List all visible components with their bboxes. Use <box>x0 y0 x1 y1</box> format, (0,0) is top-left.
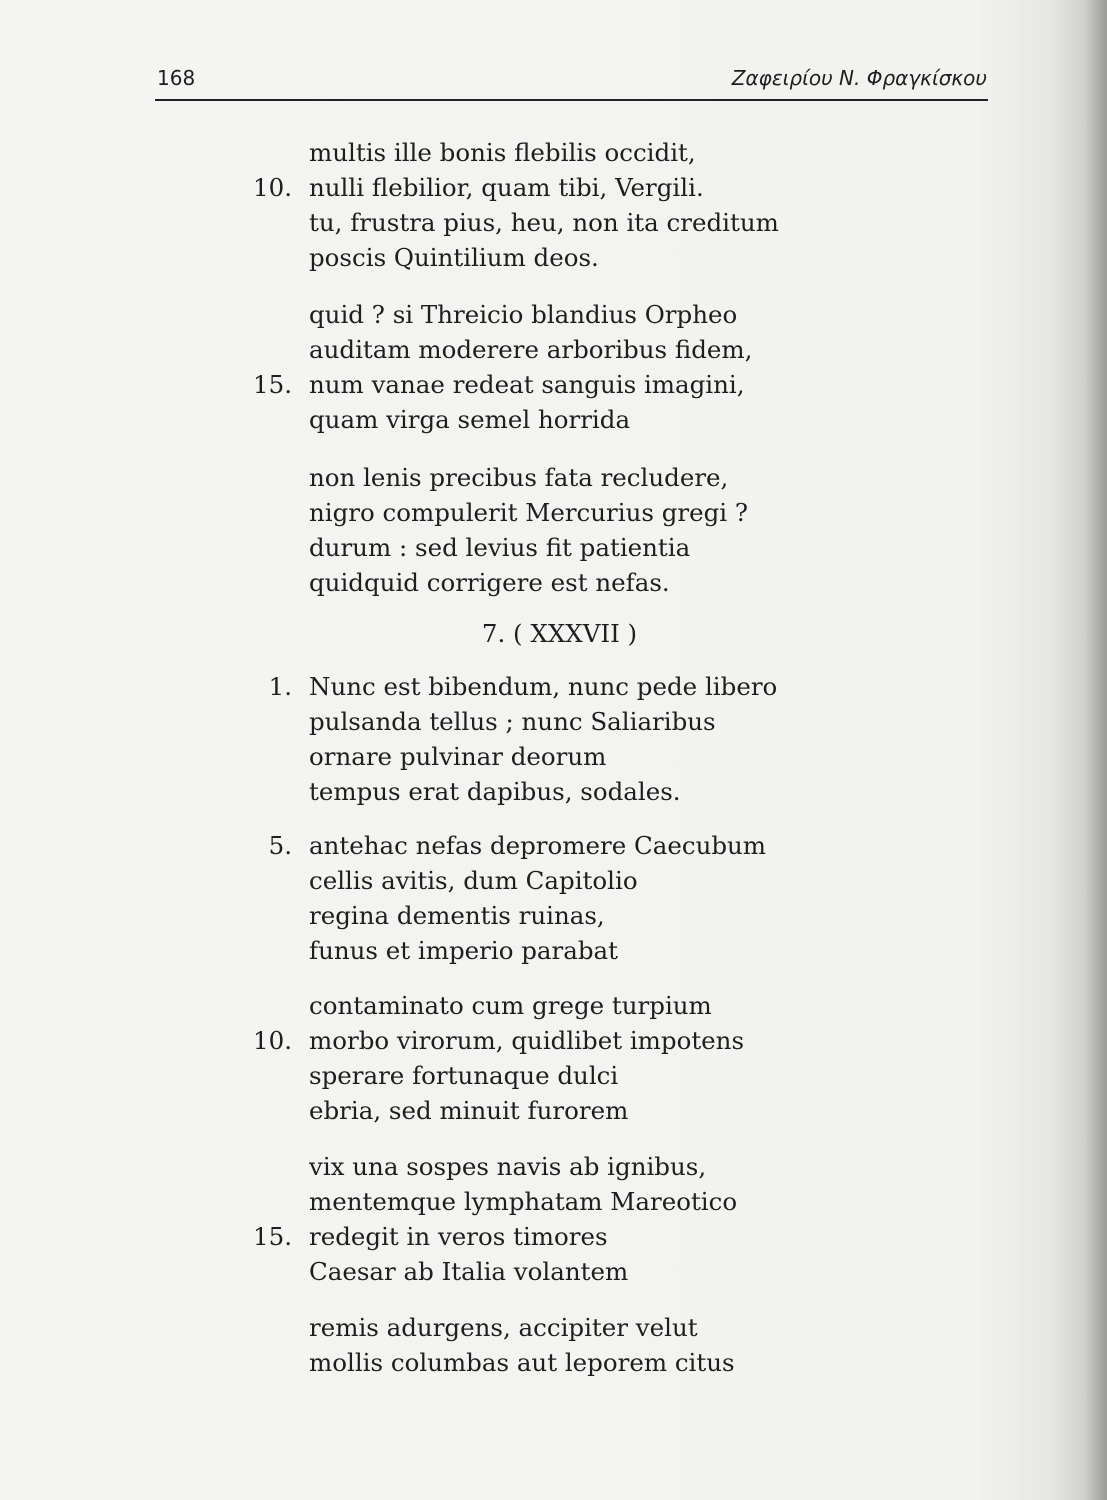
verse-line <box>0 670 1107 704</box>
verse-line <box>0 775 1107 809</box>
verse-line <box>0 461 1107 495</box>
verse-text: contaminato cum grege turpium <box>309 991 712 1020</box>
page-number: 168 <box>157 66 196 90</box>
verse-text: morbo virorum, quidlibet impotens <box>309 1026 745 1055</box>
verse-text: quam virga semel horrida <box>309 405 631 434</box>
running-head: Ζαφειρίου Ν. Φραγκίσκου <box>731 66 987 90</box>
line-number: 5. <box>268 831 292 860</box>
verse-line <box>0 1255 1107 1289</box>
line-number: 10. <box>253 1026 292 1055</box>
verse-line <box>0 829 1107 863</box>
verse-line <box>0 1346 1107 1380</box>
verse-line <box>0 705 1107 739</box>
verse-line <box>0 989 1107 1023</box>
verse-text: multis ille bonis flebilis occidit, <box>309 138 696 167</box>
verse-text: pulsanda tellus ; nunc Saliaribus <box>309 707 716 736</box>
verse-text: ebria, sed minuit furorem <box>309 1096 629 1125</box>
page-header <box>157 62 987 96</box>
verse-text: tempus erat dapibus, sodales. <box>309 777 681 806</box>
verse-text: regina dementis ruinas, <box>309 901 605 930</box>
verse-line <box>0 136 1107 170</box>
verse-text: auditam moderere arboribus fidem, <box>309 335 753 364</box>
verse-line <box>0 899 1107 933</box>
verse-line <box>0 241 1107 275</box>
verse-text: cellis avitis, dum Capitolio <box>309 866 638 895</box>
verse-text: non lenis precibus fata recludere, <box>309 463 729 492</box>
verse-text: quidquid corrigere est nefas. <box>309 568 670 597</box>
verse-text: Nunc est bibendum, nunc pede libero <box>309 672 778 701</box>
verse-line <box>0 171 1107 205</box>
verse-text: antehac nefas depromere Caecubum <box>309 831 767 860</box>
verse-line <box>0 403 1107 437</box>
verse-text: ornare pulvinar deorum <box>309 742 607 771</box>
verse-line <box>0 1150 1107 1184</box>
verse-text: funus et imperio parabat <box>309 936 618 965</box>
verse-line <box>0 934 1107 968</box>
verse-text: durum : sed levius fit patientia <box>309 533 691 562</box>
verse-text: redegit in veros timores <box>309 1222 608 1251</box>
verse-line <box>0 298 1107 332</box>
verse-text: remis adurgens, accipiter velut <box>309 1313 698 1342</box>
verse-line <box>0 206 1107 240</box>
verse-text: mentemque lymphatam Mareotico <box>309 1187 738 1216</box>
verse-text: vix una sospes navis ab ignibus, <box>309 1152 707 1181</box>
line-number: 15. <box>253 1222 292 1251</box>
verse-line <box>0 1220 1107 1254</box>
line-number: 10. <box>253 173 292 202</box>
verse-text: tu, frustra pius, heu, non ita creditum <box>309 208 779 237</box>
verse-text: mollis columbas aut leporem citus <box>309 1348 735 1377</box>
verse-line <box>0 1024 1107 1058</box>
line-number: 1. <box>268 672 292 701</box>
verse-line <box>0 1311 1107 1345</box>
verse-text: poscis Quintilium deos. <box>309 243 599 272</box>
verse-line <box>0 333 1107 367</box>
verse-line <box>0 566 1107 600</box>
section-title: 7. ( XXXVII ) <box>481 619 638 648</box>
verse-line <box>0 1185 1107 1219</box>
line-number: 15. <box>253 370 292 399</box>
verse-line <box>0 864 1107 898</box>
verse-text: sperare fortunaque dulci <box>309 1061 619 1090</box>
verse-text: nulli flebilior, quam tibi, Vergili. <box>309 173 704 202</box>
verse-text: nigro compulerit Mercurius gregi ? <box>309 498 749 527</box>
verse-line <box>0 740 1107 774</box>
verse-line <box>0 1094 1107 1128</box>
verse-line <box>0 368 1107 402</box>
verse-text: Caesar ab Italia volantem <box>309 1257 629 1286</box>
verse-text: quid ? si Threicio blandius Orpheo <box>309 300 738 329</box>
verse-text: num vanae redeat sanguis imagini, <box>309 370 745 399</box>
verse-line <box>0 496 1107 530</box>
verse-line <box>0 1059 1107 1093</box>
header-rule <box>155 99 988 101</box>
verse-line <box>0 531 1107 565</box>
